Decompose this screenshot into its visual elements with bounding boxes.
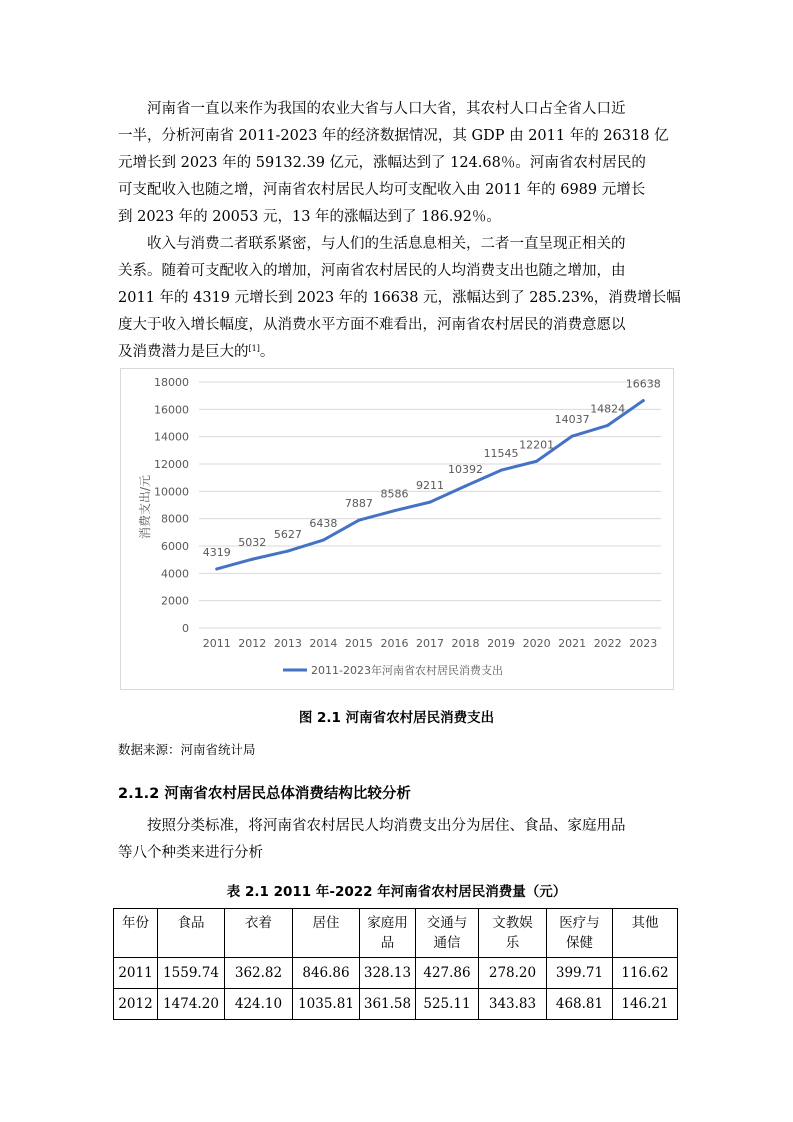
data-point: [571, 435, 574, 438]
table-header-cell: [416, 909, 479, 958]
y-tick-label: 16000: [154, 403, 189, 417]
x-tick-label: 2013: [273, 637, 302, 650]
y-tick-label: 14000: [154, 430, 189, 444]
x-tick-label: 2018: [451, 637, 480, 650]
data-label: 5032: [238, 536, 267, 550]
table-cell: 343.83: [479, 989, 547, 1020]
data-point: [535, 460, 538, 463]
data-label: 6438: [309, 517, 338, 531]
paragraph-text: 及消费潜力是巨大的: [118, 344, 249, 360]
chart-frame: [120, 368, 674, 690]
data-point: [464, 484, 467, 487]
header-text: 交通与: [426, 915, 468, 931]
table-cell: 399.71: [547, 958, 613, 989]
data-point: [606, 424, 609, 427]
paragraph-text: 。: [259, 344, 275, 360]
table-header-cell: [613, 909, 678, 958]
data-source: 数据来源：河南省统计局: [118, 742, 256, 757]
paragraph-line: 等八个种类来进行分析: [118, 845, 263, 861]
paragraph-line: 度大于收入增长幅度，从消费水平方面不难看出，河南省农村居民的消费意愿以: [118, 317, 626, 333]
header-text: 保健: [566, 935, 593, 951]
paragraph-line: 可支配收入也随之增，河南省农村居民人均可支配收入由 2011 年的 6989 元增长: [118, 182, 646, 198]
header-text: 家庭用: [367, 915, 408, 931]
table-row: [114, 989, 678, 1020]
table-cell: 1559.74: [158, 958, 225, 989]
paragraph-line: 到 2023 年的 20053 元，13 年的涨幅达到了 186.92％。: [118, 209, 501, 225]
section-heading: 2.1.2 河南省农村居民总体消费结构比较分析: [118, 786, 411, 802]
header-text: 医疗与: [559, 915, 600, 931]
data-label: 10392: [448, 462, 484, 476]
data-label: 4319: [202, 545, 231, 559]
y-tick-label: 4000: [161, 567, 189, 581]
table-cell: 2012: [114, 989, 158, 1020]
data-point: [251, 558, 254, 561]
legend-label: 2011-2023年河南省农村居民消费支出: [311, 664, 503, 677]
x-tick-label: 2020: [522, 637, 551, 650]
data-label: 11545: [483, 447, 519, 461]
table-header-cell: [114, 909, 158, 958]
data-point: [393, 509, 396, 512]
paragraph-1: [118, 96, 674, 231]
x-tick-label: 2019: [487, 637, 516, 650]
data-label: 7887: [344, 497, 373, 511]
x-tick-label: 2014: [309, 637, 338, 650]
data-point: [429, 501, 432, 504]
y-tick-label: 12000: [154, 458, 189, 471]
consumption-table: [113, 908, 678, 1020]
data-point: [357, 519, 360, 522]
table-header-cell: [225, 909, 293, 958]
data-point: [322, 539, 325, 542]
y-tick-label: 8000: [161, 512, 189, 526]
citation-ref[interactable]: [1]: [248, 344, 260, 353]
header-text: 食品: [177, 915, 205, 931]
header-text: 通信: [433, 935, 461, 951]
y-axis-title: 消费支出/元: [138, 474, 152, 540]
paragraph-3: [118, 813, 674, 867]
paragraph-line: 收入与消费二者联系紧密，与人们的生活息息相关，二者一直呈现正相关的: [147, 236, 626, 252]
table-caption: 表 2.1 2011 年-2022 年河南省农村居民消费量（元）: [226, 884, 567, 900]
header-text: 年份: [122, 915, 149, 931]
table-cell: 146.21: [613, 989, 678, 1020]
table-header-cell: [547, 909, 613, 958]
header-text: 居住: [312, 915, 340, 931]
paragraph-line: 河南省一直以来作为我国的农业大省与人口大省，其农村人口占全省人口近: [147, 101, 626, 117]
data-label: 8586: [380, 487, 409, 501]
line-chart: [121, 369, 675, 691]
data-point: [500, 469, 503, 472]
figure-caption: 图 2.1 河南省农村居民消费支出: [298, 710, 495, 726]
table-row: [114, 958, 678, 989]
paragraph-line: [118, 339, 674, 366]
data-label: 16638: [625, 377, 661, 391]
data-point: [286, 550, 289, 553]
table-cell: 1035.81: [293, 989, 360, 1020]
header-text: 文教娱: [492, 915, 533, 931]
data-point: [642, 399, 645, 402]
table-cell: 846.86: [293, 958, 360, 989]
chart-legend: [283, 663, 503, 677]
paragraph-line: 一半，分析河南省 2011-2023 年的经济数据情况，其 GDP 由 2011 年的 26318 亿: [118, 128, 669, 144]
x-tick-label: 2015: [344, 637, 373, 650]
header-text: 其他: [631, 915, 659, 931]
y-tick-label: 10000: [154, 485, 189, 499]
table-cell: 468.81: [547, 989, 613, 1020]
x-tick-label: 2012: [238, 637, 267, 650]
table-cell: 362.82: [225, 958, 293, 989]
paragraph-line: 关系。随着可支配收入的增加，河南省农村居民的人均消费支出也随之增加，由: [118, 263, 626, 279]
table-cell: 278.20: [479, 958, 547, 989]
paragraph-2: [118, 231, 681, 366]
table-cell: 424.10: [225, 989, 293, 1020]
table-cell: 1474.20: [158, 989, 225, 1020]
x-tick-label: 2017: [416, 637, 444, 650]
x-tick-label: 2023: [629, 637, 658, 650]
table-cell: 116.62: [613, 958, 678, 989]
table-header-cell: [360, 909, 416, 958]
x-tick-label: 2022: [593, 637, 622, 650]
y-tick-label: 2000: [161, 594, 189, 608]
table-cell: 525.11: [416, 989, 479, 1020]
paragraph-line: 元增长到 2023 年的 59132.39 亿元，涨幅达到了 124.68％。河南省农村居民的: [118, 155, 646, 171]
table-cell: 328.13: [360, 958, 416, 989]
table-cell: 361.58: [360, 989, 416, 1020]
paragraph-line: 2011 年的 4319 元增长到 2023 年的 16638 元，涨幅达到了 285.23%，消费增长幅: [118, 290, 681, 306]
x-tick-label: 2021: [558, 637, 587, 650]
header-text: 乐: [505, 935, 520, 951]
y-tick-label: 18000: [154, 376, 189, 389]
table-cell: 427.86: [416, 958, 479, 989]
y-tick-label: 6000: [161, 540, 189, 553]
data-label: 9211: [416, 479, 444, 493]
table-cell: 2011: [114, 958, 158, 989]
x-tick-label: 2011: [202, 637, 231, 650]
table-body: [114, 958, 678, 1020]
paragraph-line: 按照分类标准，将河南省农村居民人均消费支出分为居住、食品、家庭用品: [147, 818, 626, 834]
data-label: 14037: [554, 413, 590, 427]
data-label: 14824: [590, 402, 626, 416]
x-tick-label: 2016: [380, 637, 409, 650]
data-point: [215, 567, 218, 570]
y-tick-label: 0: [182, 622, 189, 635]
header-text: 衣着: [245, 915, 272, 931]
table-header-cell: [479, 909, 547, 958]
table-header-cell: [293, 909, 360, 958]
table-header-cell: [158, 909, 225, 958]
table-header-row: [114, 909, 678, 958]
header-text: 品: [380, 935, 395, 951]
data-label: 5627: [273, 528, 302, 542]
data-label: 12201: [519, 438, 555, 452]
